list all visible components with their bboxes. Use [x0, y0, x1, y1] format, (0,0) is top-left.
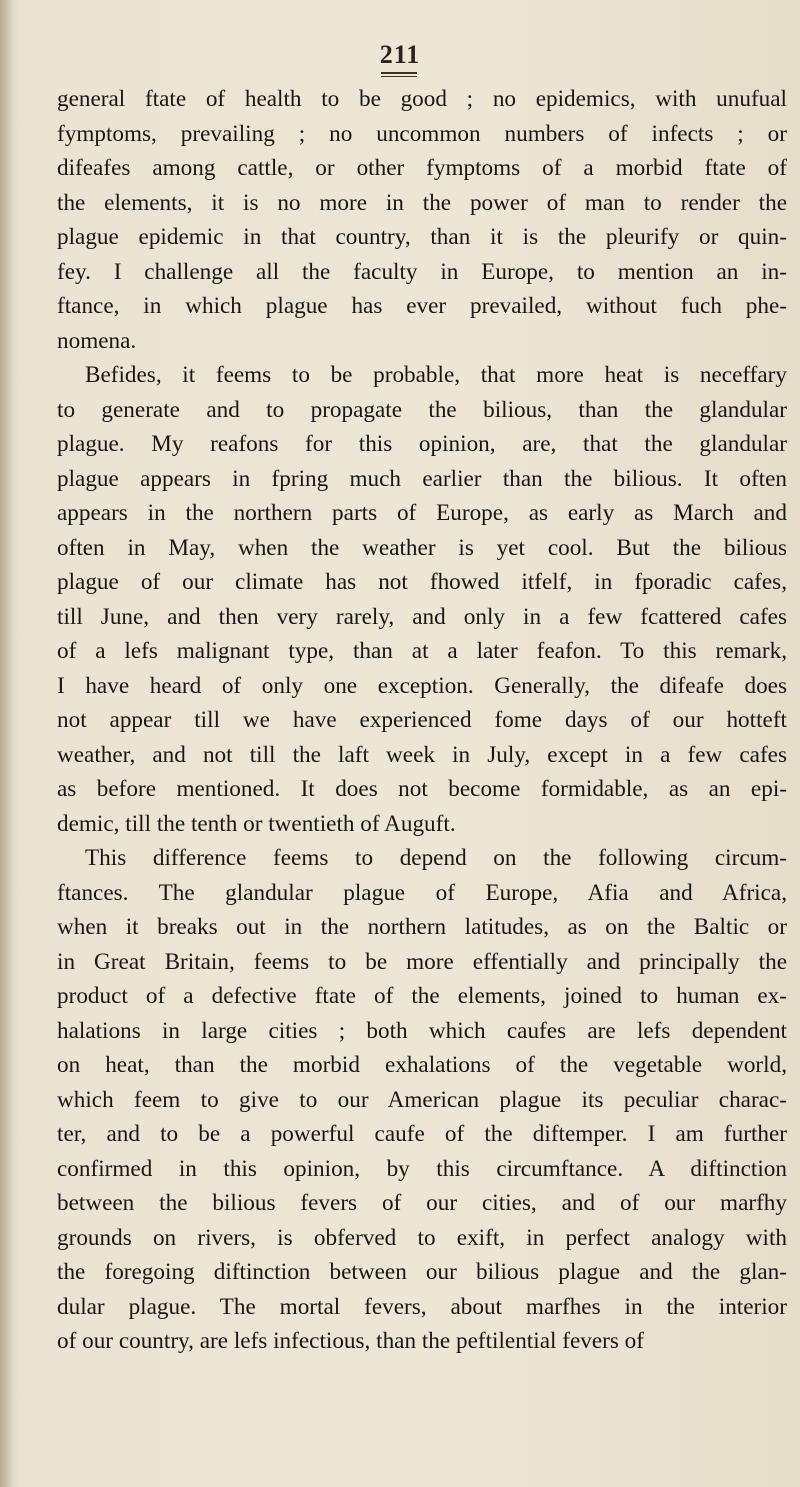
text-line: demic, till the tenth or twentieth of Auguft.: [57, 810, 456, 837]
text-line: the foregoing diftinction between our bilious plague and the glan-: [57, 1259, 787, 1285]
text-line: which feem to give to our American plague its peculiar charac-: [57, 1086, 787, 1113]
text-line: Befides, it feems to be probable, that more heat is neceffary: [85, 362, 787, 388]
text-line: as before mentioned. It does not become formidable, as an epi-: [57, 776, 787, 802]
page-number: 211: [379, 40, 421, 69]
page-gutter-shadow: [0, 0, 14, 1487]
text-line: This difference feems to depend on the following circum-: [85, 845, 787, 871]
text-line: ftance, in which plague has ever prevailed, without fuch phe-: [57, 293, 787, 319]
text-line: not appear till we have experienced fome days of our hotteft: [57, 707, 787, 733]
text-line: ter, and to be a powerful caufe of the diftemper. I am further: [57, 1121, 787, 1147]
text-line: on heat, than the morbid exhalations of the vegetable world,: [57, 1052, 787, 1078]
text-line: the elements, it is no more in the power of man to render the: [57, 189, 787, 216]
text-line: plague epidemic in that country, than it is the pleurify or quin-: [57, 224, 787, 250]
text-line: often in May, when the weather is yet cool. But the bilious: [57, 534, 787, 561]
text-line: I have heard of only one exception. Generally, the difeafe does: [57, 672, 787, 699]
text-line: ftances. The glandular plague of Europe, Afia and Africa,: [57, 879, 787, 906]
header-rule: [381, 72, 417, 77]
text-line: when it breaks out in the northern latitudes, as on the Baltic or: [57, 914, 787, 940]
text-line: fymptoms, prevailing ; no uncommon numbers of infects ; or: [57, 120, 787, 147]
text-line: weather, and not till the laft week in July, except in a few cafes: [57, 741, 787, 768]
text-line: plague of our climate has not fhowed itfelf, in fporadic cafes,: [57, 569, 787, 595]
text-line: difeafes among cattle, or other fymptoms of a morbid ftate of: [57, 155, 787, 181]
text-line: dular plague. The mortal fevers, about marfhes in the interior: [57, 1293, 787, 1320]
text-line: product of a defective ftate of the elements, joined to human ex-: [57, 983, 787, 1009]
text-line: fey. I challenge all the faculty in Europe, to mention an in-: [57, 258, 787, 285]
text-line: halations in large cities ; both which caufes are lefs dependent: [57, 1017, 787, 1044]
text-line: till June, and then very rarely, and only in a few fcattered cafes: [57, 603, 787, 630]
text-line: confirmed in this opinion, by this circumftance. A diftinction: [57, 1155, 787, 1182]
text-line: of our country, are lefs infectious, than the peftilential fevers of: [57, 1328, 644, 1354]
body-text: [57, 82, 787, 1359]
text-line: grounds on rivers, is obferved to exift, in perfect analogy with: [57, 1224, 787, 1251]
text-line: between the bilious fevers of our cities, and of our marfhy: [57, 1190, 787, 1216]
text-line: of a lefs malignant type, than at a later feafon. To this remark,: [57, 638, 787, 664]
text-line: appears in the northern parts of Europe, as early as March and: [57, 500, 787, 526]
text-line: plague. My reafons for this opinion, are, that the glandular: [57, 431, 787, 457]
text-line: in Great Britain, feems to be more effentially and principally the: [57, 948, 787, 975]
text-line: nomena.: [57, 327, 137, 354]
text-line: plague appears in fpring much earlier than the bilious. It often: [57, 465, 787, 492]
text-line: to generate and to propagate the bilious, than the glandular: [57, 396, 787, 423]
text-line: general ftate of health to be good ; no epidemics, with unufual: [57, 86, 787, 112]
